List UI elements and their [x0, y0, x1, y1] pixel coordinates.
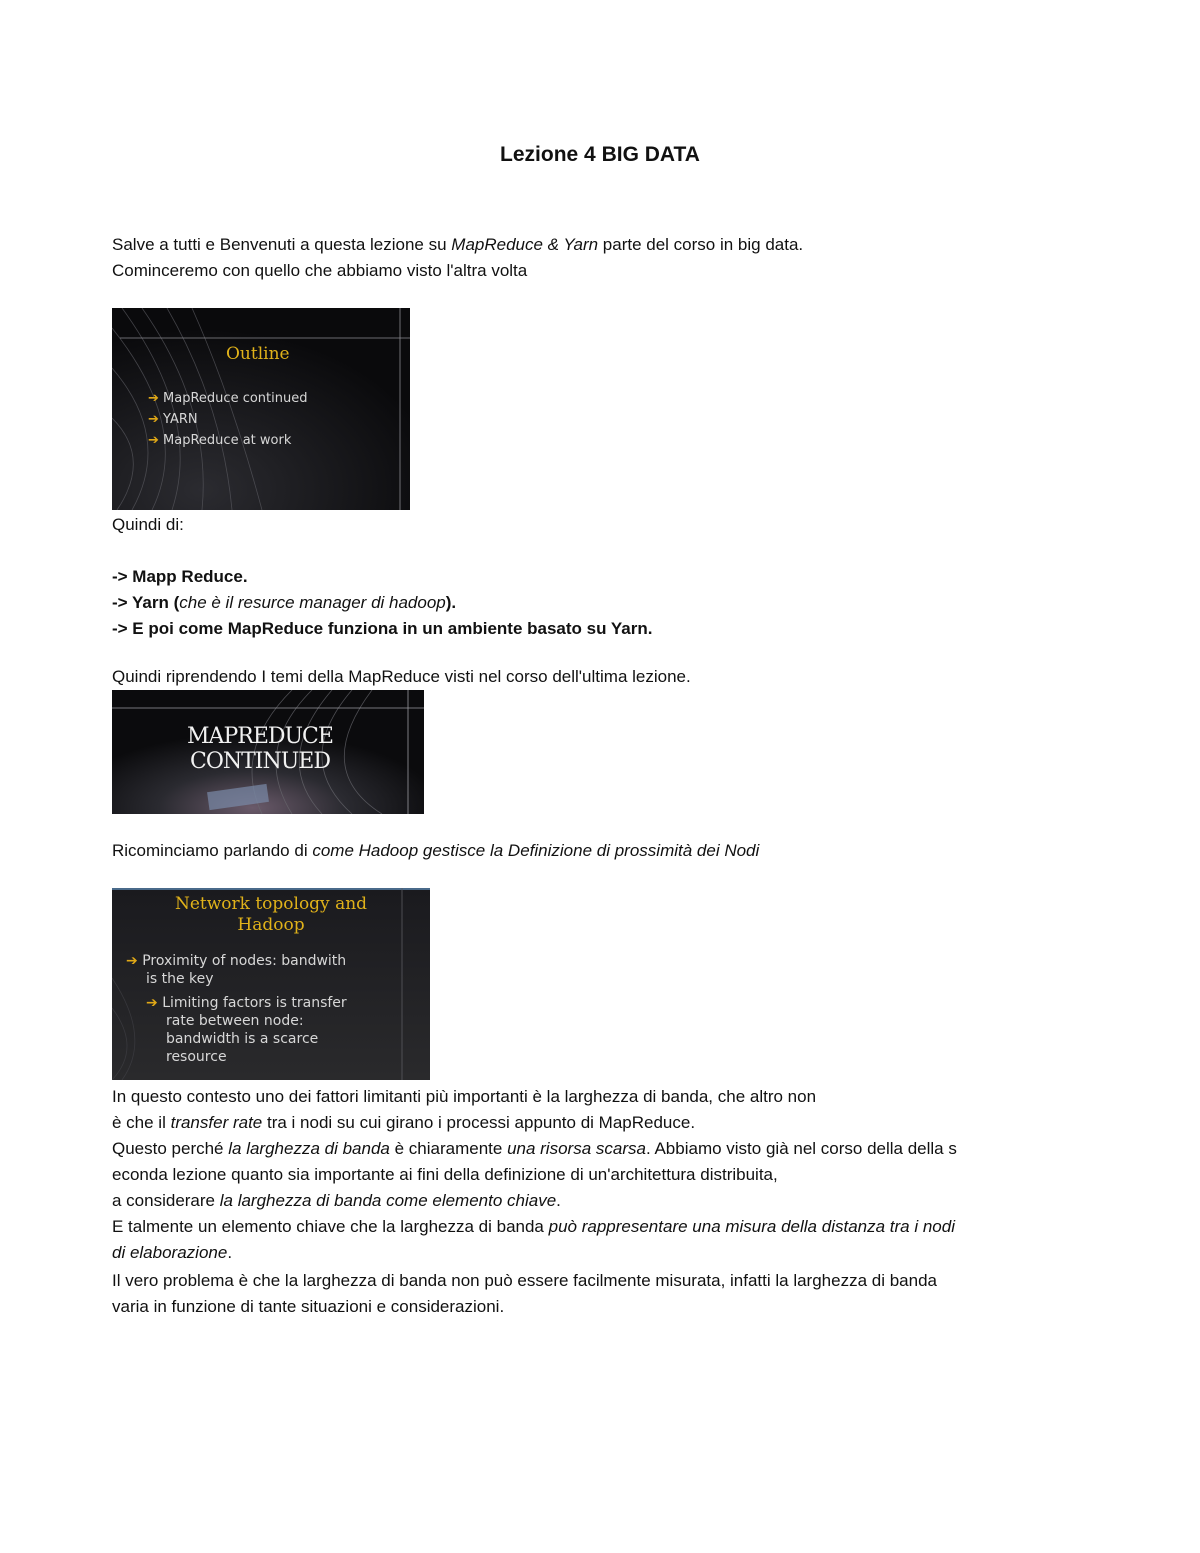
list-item-1: -> Mapp Reduce.	[112, 567, 248, 586]
intro-line-1: Salve a tutti e Benvenuti a questa lezione su MapReduce & Yarn parte del corso in big data.	[112, 235, 804, 254]
slide-outline-list	[148, 388, 307, 451]
slide-outline-item: ➔ MapReduce continued	[148, 391, 308, 406]
list-item-2: -> Yarn (che è il resurce manager di hadoop).	[112, 593, 457, 612]
slide-image-outline	[112, 308, 410, 510]
slide-image-mapreduce-continued	[112, 690, 424, 814]
slide-network-title: Network topology and Hadoop	[174, 894, 368, 935]
body-line-4: econda lezione quanto sia importante ai fini della definizione di un'architettura distribuita,	[112, 1165, 778, 1184]
body-line-6: E talmente un elemento chiave che la larghezza di banda può rappresentare una misura della distanza tra i nodi	[112, 1217, 955, 1236]
body-line-3: Questo perché la larghezza di banda è chiaramente una risorsa scarsa. Abbiamo visto già nel corso della della s	[112, 1139, 957, 1158]
slide-network-point-1: ➔ Proximity of nodes: bandwith is the key	[126, 953, 347, 987]
arrow-right-icon: ➔	[148, 412, 159, 427]
slide-outline-item: ➔ MapReduce at work	[148, 433, 292, 448]
arrow-right-icon: ➔	[148, 433, 159, 448]
slide-outline-item: ➔ YARN	[148, 412, 198, 427]
arrow-right-icon: ➔	[146, 995, 158, 1011]
slide-mapreduce-title: MAPREDUCE CONTINUED	[187, 724, 333, 774]
ricominciamo-line: Ricominciamo parlando di come Hadoop gestisce la Definizione di prossimità dei Nodi	[112, 841, 760, 860]
quindi-label: Quindi di:	[112, 515, 184, 534]
arrow-right-icon: ➔	[126, 953, 138, 969]
intro-line-2: Cominceremo con quello che abbiamo visto l'altra volta	[112, 261, 528, 280]
body-line-9: varia in funzione di tante situazioni e considerazioni.	[112, 1297, 505, 1316]
slide-network-point-2: ➔ Limiting factors is transfer rate between node: bandwidth is a scarce resource	[146, 995, 347, 1065]
body-line-7: di elaborazione.	[112, 1243, 233, 1262]
body-line-1: In questo contesto uno dei fattori limitanti più importanti è la larghezza di banda, che altro non	[112, 1087, 817, 1106]
body-line-5: a considerare la larghezza di banda come elemento chiave.	[112, 1191, 561, 1210]
body-line-8: Il vero problema è che la larghezza di banda non può essere facilmente misurata, infatti la larghezza di banda	[112, 1271, 937, 1290]
document-title: Lezione 4 BIG DATA	[500, 143, 700, 166]
riprendendo-line: Quindi riprendendo I temi della MapReduce visti nel corso dell'ultima lezione.	[112, 667, 691, 686]
list-item-3: -> E poi come MapReduce funziona in un ambiente basato su Yarn.	[112, 619, 653, 638]
body-line-2: è che il transfer rate tra i nodi su cui girano i processi appunto di MapReduce.	[112, 1113, 696, 1132]
slide-outline-title: Outline	[226, 344, 290, 364]
slide-image-network-topology	[112, 888, 430, 1080]
arrow-right-icon: ➔	[148, 391, 159, 406]
